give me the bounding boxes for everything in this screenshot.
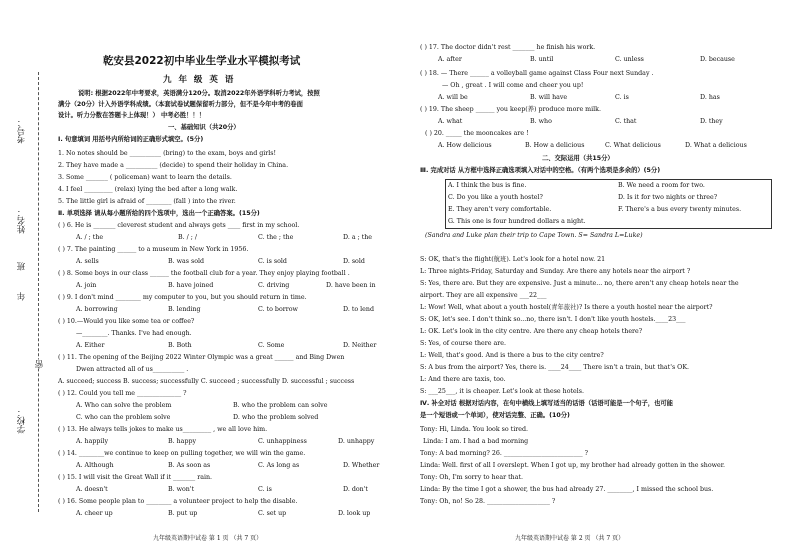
dialogue-line-9: L: Well, that's good. And is there a bus to the city centre? [420, 352, 604, 359]
box-option-c: C. Do you like a youth hostel? [448, 194, 543, 201]
binding-margin [0, 0, 52, 560]
part-4-heading-1: Ⅳ. 补全对话 根据对话内容，在句中横线上填写适当的话语（话语可能是一个句子，也可能 [420, 400, 673, 407]
question-11: ( ) 11. The opening of the Beijing 2022 Winter Olympic was a great ______ and Bing Dwen [58, 354, 345, 361]
label-xingming: 姓名： [17, 208, 27, 234]
note-line-2: 满分（20分）计入外语学科成绩。（本套试卷试题保留听力部分，但不是今年中考的卷面 [58, 101, 303, 108]
q18-option-a: A. will be [438, 94, 468, 101]
dialogue2-line-4: Linda: Well. first of all I overslept. When I got up, my brother had already gotten in the shower. [420, 462, 726, 469]
dialogue-line-6: S: OK, let's see. I don't think so...no, there isn't. I don't like youth hostels.____23___ [420, 316, 686, 323]
question-9: ( ) 9. I don't mind ________ my computer to you, but you should return in time. [58, 294, 307, 301]
dialogue2-line-6: Linda: By the time I got a shower, the bus had already 27. ________, I missed the school bus. [420, 486, 714, 493]
q10-option-c: C. Some [258, 342, 285, 349]
q12-option-d: D. who the problem solved [233, 414, 319, 421]
q19-option-a: A. what [438, 118, 463, 125]
question-14: ( ) 14. ________we continue to keep on pulling together, we will win the game. [58, 450, 306, 457]
dialogue2-line-7: Tony: Oh, no! So 28. ____________________ ? [420, 498, 556, 505]
q10-option-a: A. Either [76, 342, 105, 349]
q15-option-a: A. doesn't [76, 486, 108, 493]
q17-option-b: B. until [530, 56, 554, 63]
q14-option-a: A. Although [76, 462, 114, 469]
box-option-b: B. We need a room for two. [618, 182, 705, 189]
q7-option-b: B. was sold [168, 258, 205, 265]
dialogue-line-5: L: Wow! Well, what about a youth hostel(青年旅社)? Is there a youth hostel near the airport? [420, 304, 713, 311]
question-20: ( ) 20. _____ the mooncakes are ! [425, 130, 529, 137]
q7-option-a: A. sells [76, 258, 99, 265]
q8-option-d: D. have been in [326, 282, 376, 289]
dialogue-line-3: S: Yes, there are. But they are expensive. Just a minute... no, there aren't any cheap hotels near the [420, 280, 739, 287]
q6-option-d: D. a ; the [343, 234, 373, 241]
q9-option-c: C. to borrow [258, 306, 298, 313]
q9-option-a: A. borrowing [76, 306, 118, 313]
q7-option-d: D. sold [343, 258, 365, 265]
q16-option-c: C. set up [258, 510, 287, 517]
page-2 [420, 0, 775, 560]
dialogue-line-7: L: OK. Let's look in the city centre. Are there any cheap hotels there? [420, 328, 643, 335]
part-1-heading: Ⅰ. 句意填词 用括号内所给词的正确形式填空。(5分) [58, 136, 204, 143]
exam-subtitle: 九 年 级 英 语 [163, 75, 236, 85]
q19-option-b: B. who [530, 118, 552, 125]
dialogue2-line-5: Tony: Oh, I'm sorry to hear that. [420, 474, 523, 481]
q15-option-d: D. don't [343, 486, 368, 493]
question-6: ( ) 6. He is _______ cleverest student and always gets ____ first in my school. [58, 222, 300, 229]
label-kaohao: 考号： [17, 118, 27, 144]
q12-option-b: B. who the problem can solve [233, 402, 328, 409]
q16-option-a: A. cheer up [76, 510, 113, 517]
q13-option-d: D. unhappy [338, 438, 375, 445]
q10-option-d: D. Neither [343, 342, 377, 349]
question-3: 3. Some _______ ( policeman) want to learn the details. [58, 174, 232, 181]
question-1: 1. No notes should be __________ (bring) to the exam, boys and girls! [58, 150, 277, 157]
dialogue-line-11: L: And there are taxis, too. [420, 376, 506, 383]
box-option-d: D. Is it for two nights or three? [618, 194, 718, 201]
q16-option-b: B. put up [168, 510, 198, 517]
part-2-heading: Ⅱ. 单项选择 请从每小题所给的四个选项中，选出一个正确答案。(15分) [58, 210, 260, 217]
q13-option-b: B. happy [168, 438, 197, 445]
q8-option-b: B. have joined [168, 282, 214, 289]
dialogue-line-1: S: OK, that's the flight(航班). Let's look for a hotel now. 21 [420, 256, 606, 263]
question-8: ( ) 8. Some boys in our class ______ the football club for a year. They enjoy playing football . [58, 270, 350, 277]
q9-option-d: D. to lend [343, 306, 374, 313]
dialogue2-line-2: Linda: I am. I had a bad morning [423, 438, 529, 445]
part-4-heading-2: 是一个短语或一个单词），使对话完整、正确。(10分) [420, 412, 570, 419]
q14-option-d: D. Whether [343, 462, 380, 469]
q17-option-d: D. because [700, 56, 735, 63]
q9-option-b: B. lending [168, 306, 201, 313]
question-2: 2. They have made a __________ (decide) to spend their holiday in China. [58, 162, 289, 169]
q6-option-a: A. / ; the [76, 234, 104, 241]
q8-option-c: C. driving [258, 282, 290, 289]
label-ban: 班 [17, 262, 27, 271]
q10-option-b: B. Both [168, 342, 192, 349]
page-1-footer: 九年级英语期中试卷 第 1 页 （共 7 页） [153, 535, 263, 542]
note-line-1: 说明: 根据2022年中考要求，英语满分120分。取消2022年外语学科听力考试，按照 [78, 90, 320, 97]
question-13: ( ) 13. He always tells jokes to make us_________ , we all love him. [58, 426, 268, 433]
dialogue-line-10: S: A bus from the airport? Yes, there is. ____24____ There isn't a train, but that's OK. [420, 364, 690, 371]
section-1-heading: 一、基础知识（共20分） [168, 124, 240, 131]
dialogue2-line-1: Tony: Hi, Linda. You look so tired. [420, 426, 528, 433]
q13-option-c: C. unhappiness [258, 438, 307, 445]
note-line-3: 设计。听力分数在答题卡上体现！） 中考必胜！！！ [58, 112, 206, 119]
q20-option-d: D. What a delicious [685, 142, 747, 149]
q18-option-d: D. has [700, 94, 720, 101]
q6-option-b: B. / ; / [178, 234, 197, 241]
q16-option-d: D. look up [338, 510, 371, 517]
question-16: ( ) 16. Some people plan to ________ a volunteer project to help the disable. [58, 498, 298, 505]
dialogue2-line-3: Tony: A bad morning? 26. _________________________ ? [420, 450, 589, 457]
dialogue-line-2: L: Three nights-Friday, Saturday and Sunday. Are there any hotels near the airport ? [420, 268, 691, 275]
question-18: ( ) 18. — There ______ a volleyball game against Class Four next Sunday . [420, 70, 654, 77]
q13-option-a: A. happily [76, 438, 109, 445]
question-17: ( ) 17. The doctor didn't rest _______ he finish his work. [420, 44, 596, 51]
question-4: 4. I feel _________ (relax) lying the bed after a long walk. [58, 186, 238, 193]
box-option-f: F. There's a bus every twenty minutes. [618, 206, 742, 213]
q15-option-c: C. is [258, 486, 272, 493]
q11-options: A. succeed; success B. success; successfully C. succeed ; successfully D. successful ; success [58, 378, 355, 385]
exam-title: 乾安县2022初中毕业生学业水平模拟考试 [103, 55, 301, 67]
q20-option-b: B. How a delicious [525, 142, 585, 149]
label-mi: 密 [35, 360, 45, 369]
box-option-g: G. This one is four hundred dollars a night. [448, 218, 586, 225]
q19-option-d: D. they [700, 118, 723, 125]
q8-option-a: A. join [76, 282, 97, 289]
q17-option-c: C. unless [615, 56, 644, 63]
box-option-a: A. I think the bus is fine. [448, 182, 527, 189]
question-19: ( ) 19. The sheep ______ you keep(养) produce more milk. [420, 106, 601, 113]
question-5: 5. The little girl is afraid of ________ (fall ) into the river. [58, 198, 236, 205]
label-nian: 年 [17, 292, 27, 301]
dialogue-line-8: S: Yes, of course there are. [420, 340, 507, 347]
q18-option-c: C. is [615, 94, 629, 101]
q6-option-c: C. the ; the [258, 234, 294, 241]
q17-option-a: A. after [438, 56, 462, 63]
options-box [445, 179, 772, 229]
q19-option-c: C. that [615, 118, 637, 125]
question-11-cont: Dwen attracted all of us__________ . [76, 366, 189, 373]
q15-option-b: B. won't [168, 486, 195, 493]
page-1 [58, 0, 388, 560]
question-12: ( ) 12. Could you tell me ______________ ? [58, 390, 187, 397]
question-15: ( ) 15. I will visit the Great Wall if it _______ rain. [58, 474, 213, 481]
box-option-e: E. They aren't very comfortable. [448, 206, 552, 213]
q12-option-a: A. Who can solve the problem [76, 402, 172, 409]
question-10-reply: —________. Thanks. I've had enough. [76, 330, 192, 337]
dialogue-line-4: airport. They are all expensive ___22___ [420, 292, 547, 299]
dialogue-line-12: S: ___25___, it is cheaper. Let's look at these hotels. [420, 388, 585, 395]
part-3-heading: Ⅲ. 完成对话 从方框中选择正确选项填入对话中的空格。（有两个选项是多余的）(5分) [420, 167, 661, 174]
page-2-footer: 九年级英语期中试卷 第 2 页 （共 7 页） [515, 535, 625, 542]
q7-option-c: C. is sold [258, 258, 287, 265]
q20-option-c: C. What delicious [605, 142, 661, 149]
q12-option-c: C. who can the problem solve [76, 414, 171, 421]
q18-option-b: B. will have [530, 94, 568, 101]
q20-option-a: A. How delicious [438, 142, 492, 149]
question-7: ( ) 7. The painting ______ to a museum in New York in 1956. [58, 246, 249, 253]
dialogue-scene: (Sandra and Luke plan their trip to Cape Town. S= Sandra L=Luke) [425, 232, 643, 239]
section-2-heading: 二、交际运用（共15分） [542, 155, 614, 162]
seal-line [38, 72, 39, 512]
question-18-reply: — Oh , great . I will come and cheer you up! [442, 82, 584, 89]
q14-option-c: C. As long as [258, 462, 300, 469]
label-xuexiao: 学校： [17, 408, 27, 434]
q14-option-b: B. As soon as [168, 462, 211, 469]
question-10: ( ) 10.—Would you like some tea or coffee? [58, 318, 195, 325]
